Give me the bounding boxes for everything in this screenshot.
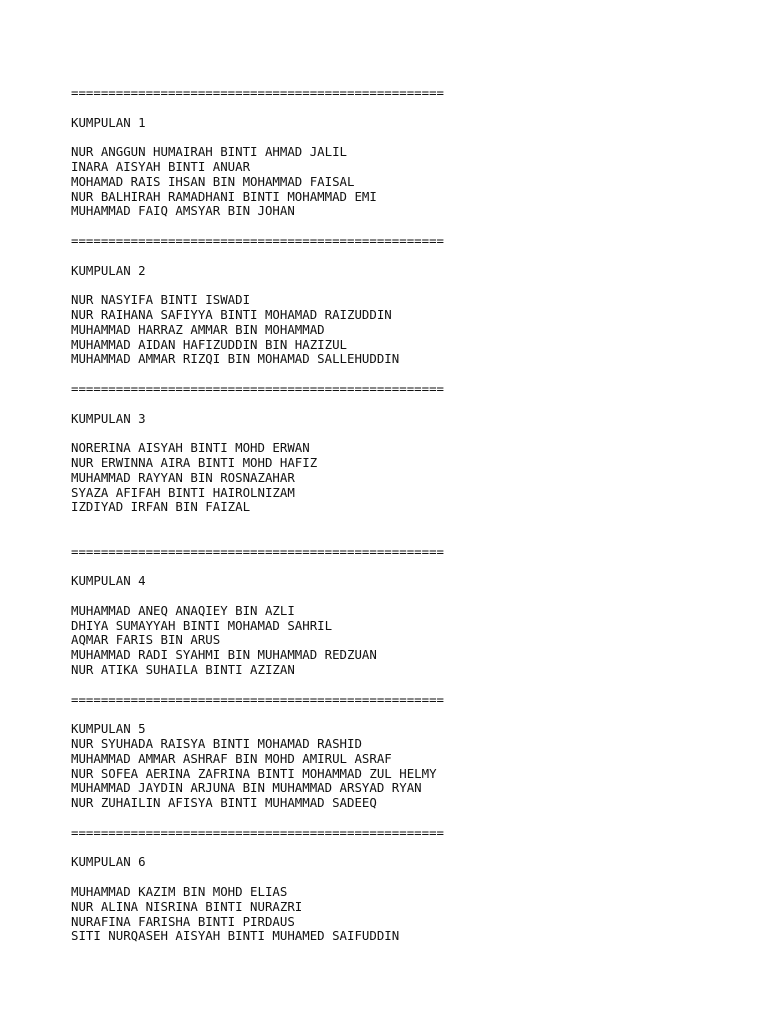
blank-line (71, 811, 751, 826)
name-line: SYAZA AFIFAH BINTI HAIROLNIZAM (71, 484, 295, 500)
blank-line (71, 841, 751, 856)
name-line: DHIYA SUMAYYAH BINTI MOHAMAD SAHRIL (71, 617, 333, 633)
blank-line (71, 678, 751, 693)
name-line: MUHAMMAD FAIQ AMSYAR BIN JOHAN (71, 203, 295, 219)
name-line: NUR SOFEA AERINA ZAFRINA BINTI MOHAMMAD ZUL HELMY (71, 765, 437, 781)
group-heading: KUMPULAN 1 (71, 114, 146, 130)
name-line: MUHAMMAD AMMAR RIZQI BIN MOHAMAD SALLEHUDDIN (71, 351, 400, 367)
group-heading: KUMPULAN 2 (71, 262, 146, 278)
blank-line (71, 707, 751, 722)
blank-line (71, 278, 751, 293)
blank-line (71, 249, 751, 264)
group-heading: KUMPULAN 3 (71, 410, 146, 426)
group-heading: KUMPULAN 5 (71, 721, 146, 737)
name-line: NUR ANGGUN HUMAIRAH BINTI AHMAD JALIL (71, 144, 348, 160)
separator-line: ================================================== (71, 380, 444, 396)
name-line: NORERINA AISYAH BINTI MOHD ERWAN (71, 440, 310, 456)
separator-line: ================================================== (71, 232, 444, 248)
name-line: MUHAMMAD JAYDIN ARJUNA BIN MUHAMMAD ARSYAD RYAN (71, 780, 422, 796)
name-line: MUHAMMAD AMMAR ASHRAF BIN MOHD AMIRUL ASRAF (71, 750, 392, 766)
name-line: INARA AISYAH BINTI ANUAR (71, 158, 251, 174)
blank-line (71, 130, 751, 145)
name-line: MUHAMMAD RAYYAN BIN ROSNAZAHAR (71, 469, 295, 485)
blank-line (71, 397, 751, 412)
name-line: NUR NASYIFA BINTI ISWADI (71, 292, 251, 308)
group-heading: KUMPULAN 6 (71, 854, 146, 870)
name-line: IZDIYAD IRFAN BIN FAIZAL (71, 499, 251, 515)
name-line: NUR ERWINNA AIRA BINTI MOHD HAFIZ (71, 454, 318, 470)
blank-line (71, 367, 751, 382)
blank-line (71, 219, 751, 234)
blank-line (71, 530, 751, 545)
name-line: MUHAMMAD HARRAZ AMMAR BIN MOHAMMAD (71, 321, 325, 337)
name-line: MUHAMMAD KAZIM BIN MOHD ELIAS (71, 884, 288, 900)
name-line: MUHAMMAD AIDAN HAFIZUDDIN BIN HAZIZUL (71, 336, 348, 352)
blank-line (71, 515, 751, 530)
name-line: MUHAMMAD RADI SYAHMI BIN MUHAMMAD REDZUAN (71, 647, 377, 663)
blank-line (71, 870, 751, 885)
separator-line: ================================================== (71, 824, 444, 840)
name-line: NUR RAIHANA SAFIYYA BINTI MOHAMAD RAIZUDDIN (71, 306, 392, 322)
name-line: SITI NURQASEH AISYAH BINTI MUHAMED SAIFUDDIN (71, 928, 400, 944)
separator-line: ================================================== (71, 543, 444, 559)
name-line: NURAFINA FARISHA BINTI PIRDAUS (71, 913, 295, 929)
name-line: NUR ZUHAILIN AFISYA BINTI MUHAMMAD SADEEQ (71, 795, 377, 811)
blank-line (71, 101, 751, 116)
blank-line (71, 560, 751, 575)
blank-line (71, 426, 751, 441)
blank-line (71, 589, 751, 604)
name-line: NUR ATIKA SUHAILA BINTI AZIZAN (71, 662, 295, 678)
name-line: AQMAR FARIS BIN ARUS (71, 632, 221, 648)
document-text (71, 86, 751, 944)
name-line: MOHAMAD RAIS IHSAN BIN MOHAMMAD FAISAL (71, 173, 355, 189)
name-line: NUR SYUHADA RAISYA BINTI MOHAMAD RASHID (71, 736, 362, 752)
name-line: NUR ALINA NISRINA BINTI NURAZRI (71, 898, 303, 914)
separator-line: ================================================== (71, 85, 444, 100)
name-line: NUR BALHIRAH RAMADHANI BINTI MOHAMMAD EMI (71, 188, 377, 204)
name-line: MUHAMMAD ANEQ ANAQIEY BIN AZLI (71, 602, 295, 618)
group-heading: KUMPULAN 4 (71, 573, 146, 589)
separator-line: ================================================== (71, 691, 444, 707)
